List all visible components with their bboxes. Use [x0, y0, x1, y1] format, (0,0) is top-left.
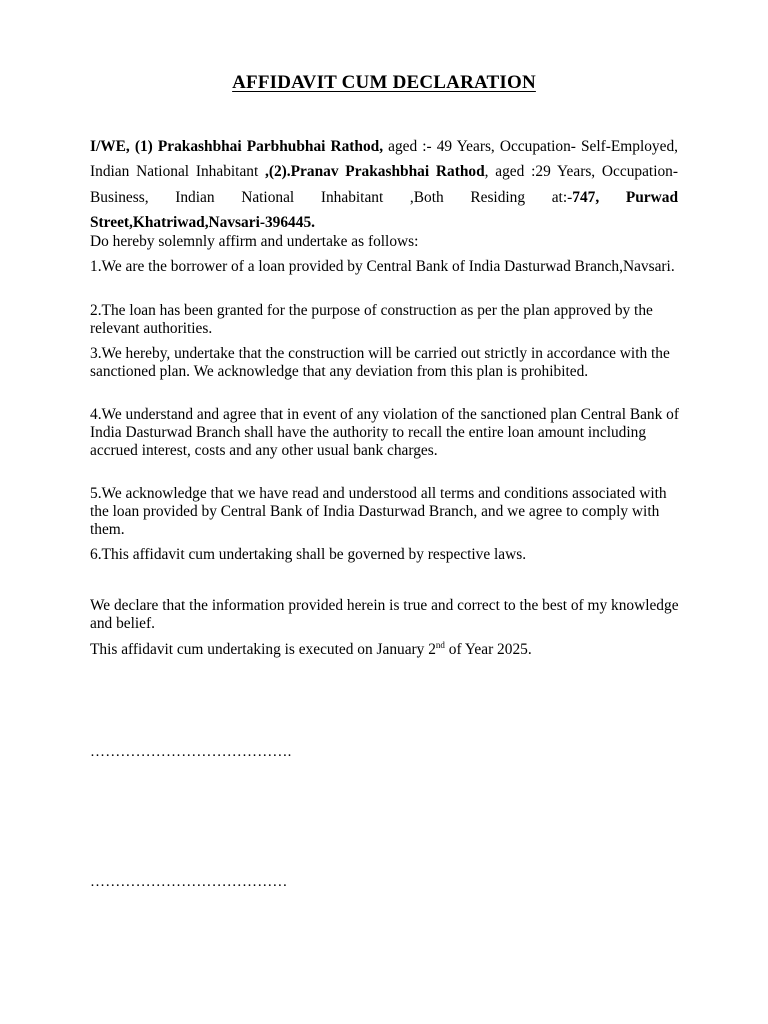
residence-address: 747, Purwad Street,Khatriwad,Navsari-396445.	[90, 188, 679, 231]
clause-1: 1.We are the borrower of a loan provided by Central Bank of India Dasturwad Branch,Navsari.	[90, 258, 675, 275]
clause-4: 4.We understand and agree that in event of any violation of the sanctioned plan Central Bank of India Dasturwad Branch shall have the authority to recall the entire loan amount including accrued interest, costs and any other usual bank charges.	[90, 406, 679, 459]
clause-2: 2.The loan has been granted for the purpose of construction as per the plan approved by the relevant authorities.	[90, 302, 653, 337]
signature-line-1: ………………………………….	[90, 744, 292, 760]
clause-6: 6.This affidavit cum undertaking shall be governed by respective laws.	[90, 546, 527, 563]
intro-paragraph	[90, 134, 678, 235]
declaration-statement: We declare that the information provided herein is true and correct to the best of my knowledge and belief.	[90, 597, 679, 632]
execution-year-text: of Year 2025.	[444, 641, 532, 658]
document-title: AFFIDAVIT CUM DECLARATION	[232, 72, 536, 93]
deponent-1-details: aged :- 49 Years, Occupation- Self-Employed, Indian National Inhabitant	[90, 138, 678, 181]
date-ordinal-suffix: nd	[435, 639, 445, 650]
execution-date-text: This affidavit cum undertaking is executed on January 2	[90, 641, 436, 658]
deponent-2-details: , aged :29 Years, Occupation- Business, Indian National Inhabitant ,Both Residing at:-	[90, 163, 678, 206]
deponent-2-name: ,(2).Pranav Prakashbhai Rathod	[265, 163, 485, 181]
execution-statement	[90, 641, 682, 659]
affirm-statement: Do hereby solemnly affirm and undertake as follows:	[90, 233, 419, 250]
clause-3: 3.We hereby, undertake that the construction will be carried out strictly in accordance with the sanctioned plan. We acknowledge that any deviation from this plan is prohibited.	[90, 345, 670, 380]
clause-5: 5.We acknowledge that we have read and understood all terms and conditions associated with the loan provided by Central Bank of India Dasturwad Branch, and we agree to comply with them.	[90, 485, 667, 538]
signature-line-2: …………………………………	[90, 874, 288, 890]
deponent-1-name: I/WE, (1) Prakashbhai Parbhubhai Rathod,	[90, 138, 384, 155]
